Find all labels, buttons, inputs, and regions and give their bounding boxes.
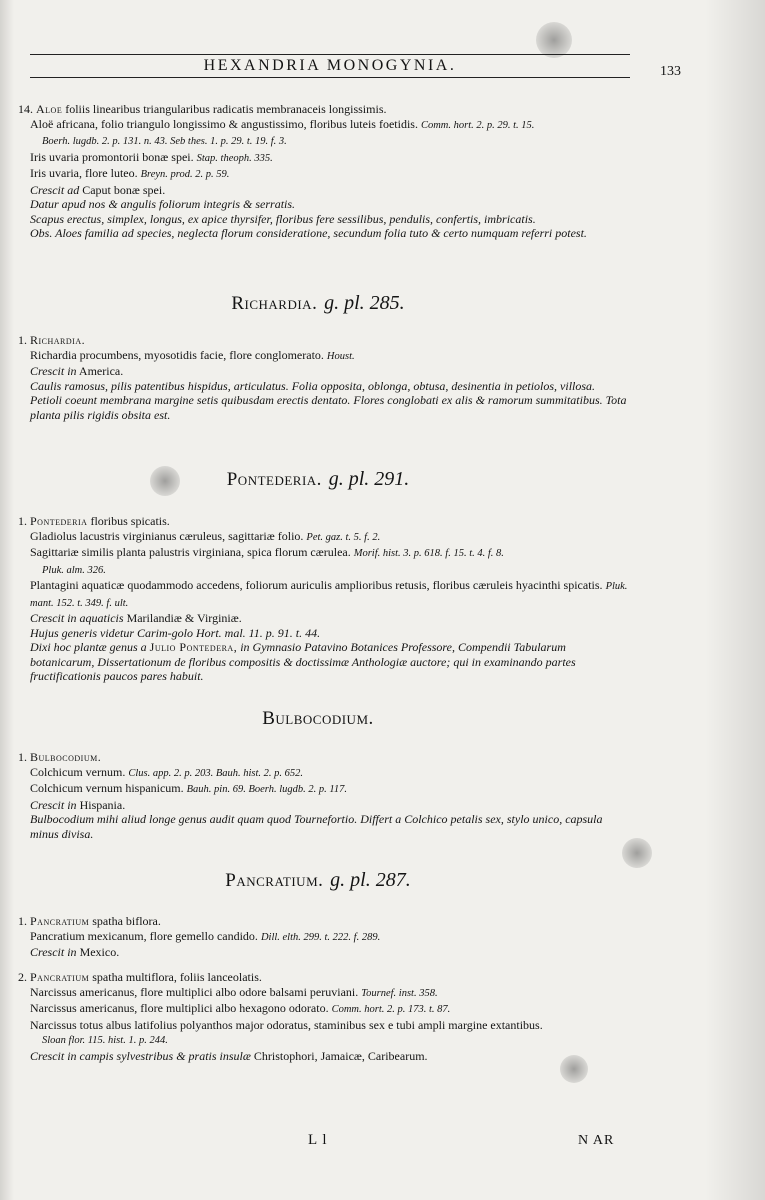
page-number: 133: [660, 64, 681, 79]
synonym-reference: Boerh. lugdb. 2. p. 131. n. 43. Seb thes. 1. p. 29. t. 19. f. 3.: [42, 136, 287, 147]
dedication-text: in Gymnasio Patavino Botanices Professore, Compendii Tabularum botanicarum, Dissertationum de floribus compositis & doctissimæ Anthologiæ auctore; qui in examinando partes fructificationis paucos pares habuit.: [30, 640, 576, 683]
stain-mark: [536, 22, 572, 58]
entry-head: Pancratium: [30, 914, 90, 928]
genus-heading-pontederia: [0, 468, 636, 491]
synonym-reference: Pluk. alm. 326.: [42, 564, 106, 576]
genus-name: Bulbocodium.: [262, 708, 374, 729]
synonym-reference: Comm. hort. 2. p. 173. t. 87.: [331, 1004, 451, 1015]
entry-number: 1.: [18, 914, 27, 928]
synonym-reference: Stap. theoph. 335.: [196, 152, 273, 164]
entry-description: floribus spicatis.: [90, 514, 170, 528]
synonym-reference: Breyn. prod. 2. p. 59.: [140, 169, 230, 180]
entry-description: spatha multiflora, foliis lanceolatis.: [92, 970, 262, 984]
entry-head: Aloe: [36, 102, 63, 116]
synonym-text: Narcissus totus albus latifolius polyanthos major odoratus, staminibus sex e tubi ampli margine extantibus.: [30, 1017, 543, 1032]
description-text: Caulis ramosus, pilis patentibus hispidus, articulatus. Folia opposita, oblonga, obtusa, desinentia in petiolos, villosa. Petioli coeunt membrana margine setis quibusdam erectis dentato. Flores conglobati ex alis & ramorum summitatibus. Tota planta pilis rigidis obsita est.: [30, 378, 627, 422]
genus-heading-bulbocodium: [0, 708, 636, 730]
pancratium-entry-2: [18, 970, 628, 1063]
genus-heading-pancratium: [0, 869, 636, 892]
habitat-place: Marilandiæ & Virginiæ.: [126, 611, 242, 625]
entry-head: Pancratium: [30, 970, 90, 984]
habitat-place: America.: [78, 364, 124, 378]
signature-mark: L l: [308, 1132, 328, 1148]
bulbocodium-entry: [18, 750, 628, 841]
habitat-label: Crescit ad: [30, 182, 80, 197]
related-note: Hujus generis videtur Carim-golo Hort. mal. 11. p. 91. t. 44.: [30, 625, 321, 640]
habitat-place: Mexico.: [79, 945, 120, 959]
catchword: N AR: [578, 1133, 615, 1148]
synonym-text: Iris uvaria, flore luteo.: [30, 166, 138, 180]
synonym-text: Colchicum vernum hispanicum.: [30, 781, 184, 795]
synonym-text: Richardia procumbens, myosotidis facie, flore conglomerato.: [30, 347, 324, 362]
genus-name: Pancratium.: [225, 870, 324, 891]
synonym-text: Plantagini aquaticæ quodammodo accedens, foliorum auriculis amplioribus retusis, floribus cæruleis hyacinthi spicatis.: [30, 578, 603, 592]
entry-number: 1.: [18, 750, 27, 764]
habitat-place: Caput bonæ spei.: [82, 182, 166, 197]
habitat-label: Crescit in: [30, 364, 77, 378]
aloe-entry: [18, 102, 628, 241]
synonym-text: Pancratium mexicanum, flore gemello candido.: [30, 928, 258, 943]
genus-heading-richardia: [0, 292, 636, 315]
synonym-text: Aloë africana, folio triangulo longissimo & angustissimo, floribus luteis foetidis.: [30, 116, 418, 131]
entry-head: Bulbocodium.: [30, 750, 102, 764]
entry-head: Richardia.: [30, 333, 86, 347]
genus-reference: g. pl. 291.: [328, 468, 410, 490]
synonym-text: Narcissus americanus, flore multiplici albo odore balsami peruviani.: [30, 984, 359, 999]
synonym-text: Sagittariæ similis planta palustris virginiana, spica florum cærulea.: [30, 545, 351, 559]
synonym-reference: Sloan flor. 115. hist. 1. p. 244.: [42, 1035, 168, 1046]
habitat-place: Hispania.: [79, 797, 126, 812]
page-gutter-shadow: [0, 0, 14, 1200]
pancratium-entry-1: [18, 914, 628, 960]
synonym-reference: Houst.: [326, 350, 355, 362]
page-edge-shadow: [705, 0, 765, 1200]
entry-head: Pontederia: [30, 514, 88, 528]
observation-text: Obs. Aloes familia ad species, neglecta florum consideratione, secundum folia tuto & certo numquam referri potest.: [30, 226, 587, 240]
entry-number: 1.: [18, 333, 27, 347]
synonym-reference: Pluk. mant. 152. t. 349. f. ult.: [30, 581, 628, 609]
header-rule-bottom: [30, 77, 630, 78]
richardia-entry: [18, 333, 628, 422]
synonym-reference: Pet. gaz. t. 5. f. 2.: [306, 531, 381, 543]
stain-mark: [622, 838, 652, 868]
synonym-reference: Clus. app. 2. p. 203. Bauh. hist. 2. p. 652.: [128, 767, 304, 779]
habitat-label: Crescit in: [30, 945, 77, 959]
habitat-place: Christophori, Jamaicæ, Caribearum.: [253, 1048, 428, 1063]
synonym-reference: Bauh. pin. 69. Boerh. lugdb. 2. p. 117.: [186, 784, 347, 795]
dedicatee-name: Julio Pontedera,: [149, 640, 238, 654]
genus-reference: g. pl. 287.: [330, 869, 411, 891]
genus-name: Pontederia.: [226, 469, 322, 490]
entry-number: 1.: [18, 514, 27, 528]
entry-number: 14.: [18, 102, 33, 116]
pontederia-entry: [18, 514, 628, 684]
entry-number: 2.: [18, 970, 27, 984]
habitat-label: Crescit in aquaticis: [30, 611, 124, 625]
header-rule-top: [30, 54, 630, 55]
genus-reference: g. pl. 285.: [324, 292, 405, 314]
description-text: Scapus erectus, simplex, longus, ex apice thyrsifer, floribus fere sessilibus, pendulis, confertis, imbricatis.: [30, 211, 536, 226]
synonym-reference: Comm. hort. 2. p. 29. t. 15.: [420, 119, 535, 131]
synonym-text: Iris uvaria promontorii bonæ spei.: [30, 149, 194, 164]
synonym-text: Colchicum vernum.: [30, 764, 126, 779]
synonym-text: Narcissus americanus, flore multiplici albo hexagono odorato.: [30, 1001, 329, 1015]
entry-description: foliis linearibus triangularibus radicatis membranaceis longissimis.: [65, 102, 387, 116]
description-text: Bulbocodium mihi aliud longe genus audit quam quod Tournefortio. Differt a Colchico petalis sex, stylo unico, capsula minus divisa.: [30, 812, 603, 841]
habitat-label: Crescit in campis sylvestribus & pratis insulæ: [30, 1048, 251, 1063]
synonym-reference: Tournef. inst. 358.: [361, 987, 438, 999]
entry-description: spatha biflora.: [92, 914, 161, 928]
header-title: HEXANDRIA MONOGYNIA.: [203, 57, 457, 74]
synonym-reference: Dill. elth. 299. t. 222. f. 289.: [260, 931, 381, 943]
genus-name: Richardia.: [231, 293, 318, 314]
synonym-reference: Morif. hist. 3. p. 618. f. 15. t. 4. f. 8.: [353, 548, 504, 559]
synonym-text: Gladiolus lacustris virginianus cæruleus, sagittariæ folio.: [30, 528, 304, 543]
dedication-text: Dixi hoc plantæ genus a: [30, 640, 147, 654]
habitat-label: Crescit in: [30, 797, 77, 812]
variety-note: Datur apud nos & angulis foliorum integris & serratis.: [30, 197, 296, 211]
